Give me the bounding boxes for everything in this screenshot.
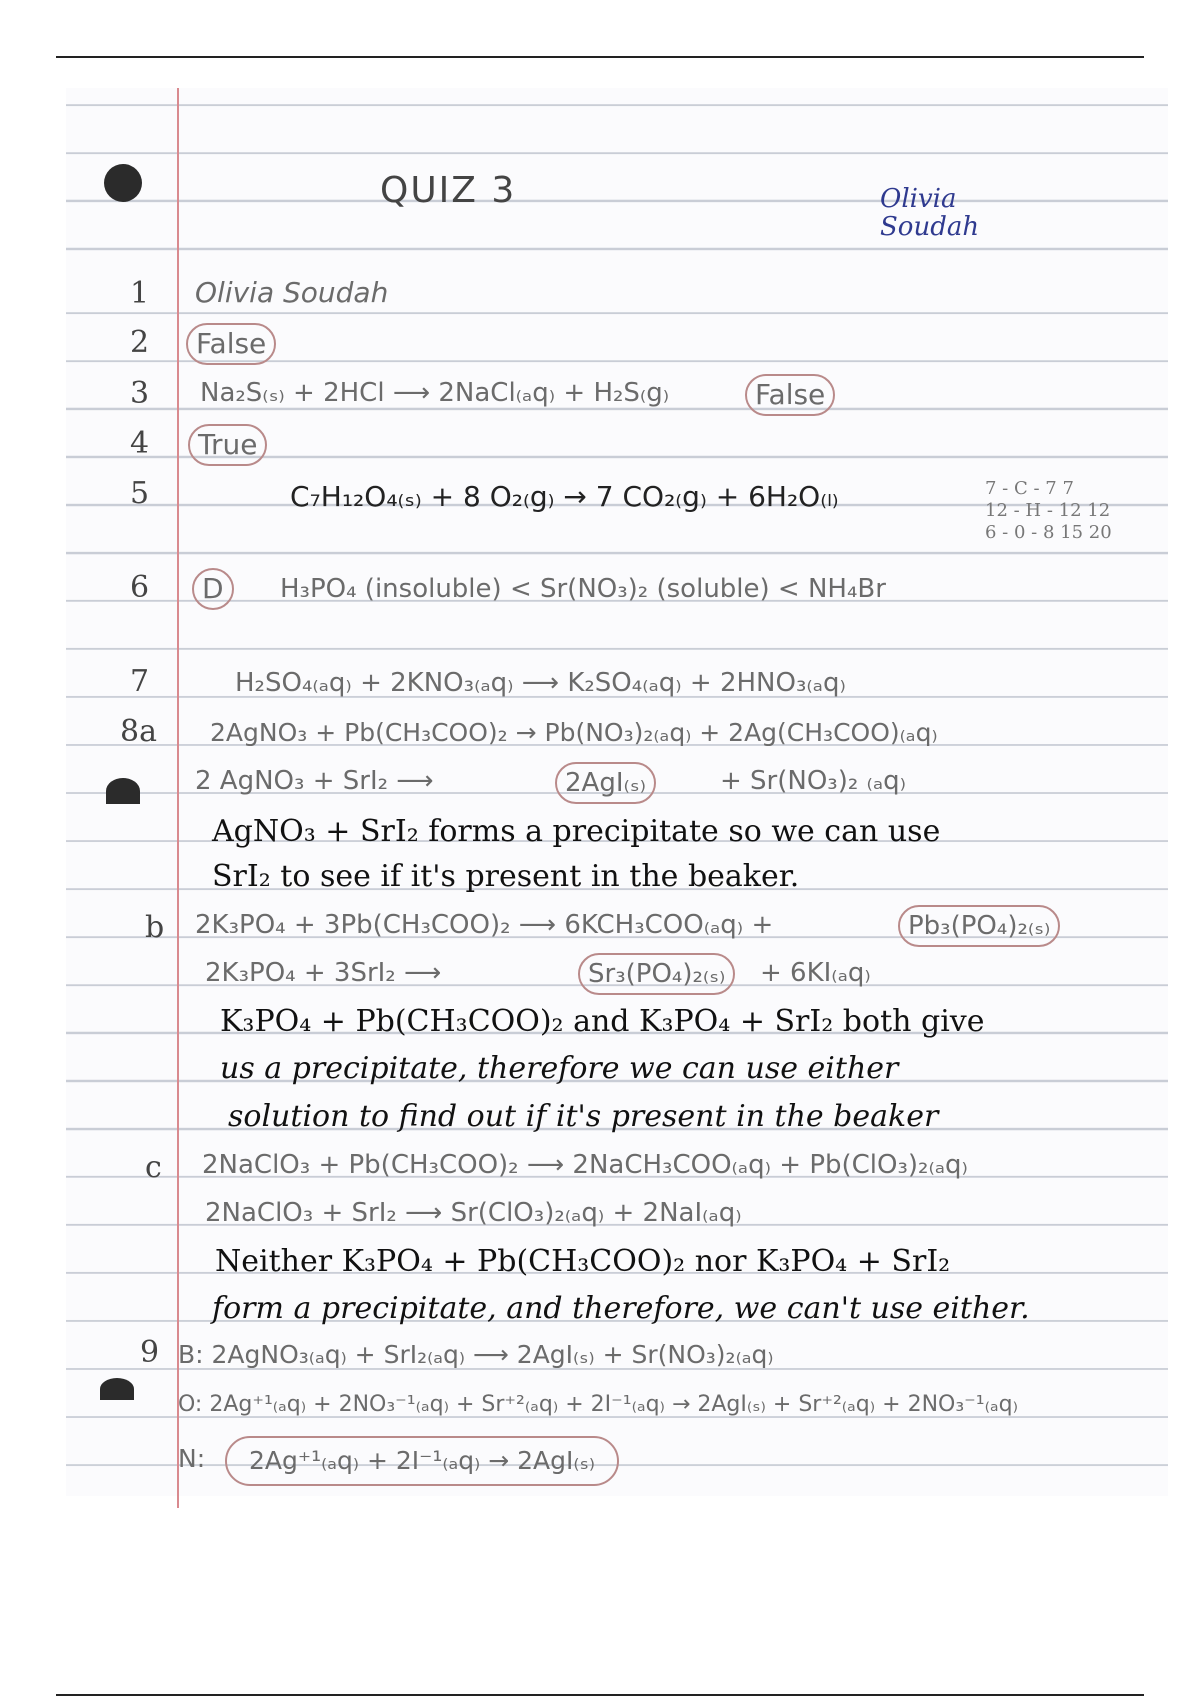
answer-8c-eq2: 2NaClO₃ + SrI₂ ⟶ Sr(ClO₃)₂₍ₐq₎ + 2NaI₍ₐq₎ — [205, 1198, 742, 1228]
q-number: 2 — [130, 325, 150, 360]
answer-8c-text: Neither K₃PO₄ + Pb(CH₃COO)₂ nor K₃PO₄ + SrI₂ — [215, 1244, 951, 1279]
answer-6: H₃PO₄ (insoluble) < Sr(NO₃)₂ (soluble) < NH₄Br — [280, 574, 886, 604]
punch-hole — [104, 164, 142, 202]
q-number: 5 — [130, 476, 150, 511]
q-number: 7 — [130, 664, 150, 699]
answer-8b-text: solution to find out if it's present in the beaker — [228, 1099, 939, 1134]
side-note-line: 12 - H - 12 12 — [985, 500, 1111, 521]
answer-8c-text: form a precipitate, and therefore, we can't use either. — [212, 1291, 1030, 1326]
signature-line1: Olivia — [880, 184, 957, 214]
answer-8b-eq2: 2K₃PO₄ + 3SrI₂ ⟶ — [205, 958, 442, 988]
q-number: 1 — [130, 276, 150, 311]
punch-hole — [100, 1378, 134, 1400]
side-note — [985, 478, 1112, 544]
answer-5: C₇H₁₂O₄₍ₛ₎ + 8 O₂₍g₎ → 7 CO₂₍g₎ + 6H₂O₍ₗ₎ — [290, 480, 839, 513]
q-number: 6 — [130, 570, 150, 605]
bottom-rule — [56, 1694, 1144, 1696]
punch-hole — [106, 778, 140, 804]
signature-line2: Soudah — [880, 212, 980, 242]
answer-8b-text: K₃PO₄ + Pb(CH₃COO)₂ and K₃PO₄ + SrI₂ both give — [220, 1004, 985, 1039]
answer-9-net-label: N: — [178, 1444, 206, 1473]
answer-9-overall: O: 2Ag⁺¹₍ₐq₎ + 2NO₃⁻¹₍ₐq₎ + Sr⁺²₍ₐq₎ + 2I⁻¹₍ₐq₎ → 2AgI₍ₛ₎ + Sr⁺²₍ₐq₎ + 2NO₃⁻¹₍ₐq₎ — [178, 1392, 1018, 1417]
margin-line — [177, 88, 179, 1508]
signature — [880, 185, 979, 241]
answer-8b-eq1: 2K₃PO₄ + 3Pb(CH₃COO)₂ ⟶ 6KCH₃COO₍ₐq₎ + — [195, 910, 774, 940]
answer-7: H₂SO₄₍ₐq₎ + 2KNO₃₍ₐq₎ ⟶ K₂SO₄₍ₐq₎ + 2HNO₃₍ₐq₎ — [235, 668, 846, 698]
precipitate-sr3po42: Sr₃(PO₄)₂₍ₛ₎ — [578, 953, 735, 995]
answer-6-letter: D — [192, 568, 234, 610]
precipitate-pb3po42: Pb₃(PO₄)₂₍ₛ₎ — [898, 905, 1060, 947]
top-rule — [56, 56, 1144, 58]
answer-8a-text: AgNO₃ + SrI₂ forms a precipitate so we can use — [212, 814, 941, 849]
page-title: QUIZ 3 — [380, 170, 517, 211]
q-number: c — [145, 1150, 162, 1185]
q-number: 9 — [140, 1335, 160, 1370]
answer-8b-text: us a precipitate, therefore we can use either — [220, 1051, 899, 1086]
answer-4: True — [188, 424, 267, 466]
answer-8a-text: SrI₂ to see if it's present in the beaker. — [212, 859, 800, 894]
answer-9-net: 2Ag⁺¹₍ₐq₎ + 2I⁻¹₍ₐq₎ → 2AgI₍ₛ₎ — [225, 1436, 619, 1486]
answer-3: False — [745, 374, 835, 416]
q-number: 3 — [130, 376, 150, 411]
answer-2: False — [186, 323, 276, 365]
q-number: b — [145, 910, 165, 945]
q-number: 8a — [120, 714, 157, 749]
answer-9-balanced: B: 2AgNO₃₍ₐq₎ + SrI₂₍ₐq₎ ⟶ 2AgI₍ₛ₎ + Sr(NO₃)₂₍ₐq₎ — [178, 1340, 774, 1369]
answer-8b-eq2-products: + 6KI₍ₐq₎ — [760, 958, 871, 988]
answer-8a-eq1: 2AgNO₃ + Pb(CH₃COO)₂ → Pb(NO₃)₂₍ₐq₎ + 2Ag(CH₃COO)₍ₐq₎ — [210, 718, 938, 747]
answer-8c-eq1: 2NaClO₃ + Pb(CH₃COO)₂ ⟶ 2NaCH₃COO₍ₐq₎ + Pb(ClO₃)₂₍ₐq₎ — [202, 1150, 968, 1180]
answer-8a-eq2: 2 AgNO₃ + SrI₂ ⟶ — [195, 766, 434, 796]
side-note-line: 7 - C - 7 7 — [985, 478, 1074, 499]
side-note-line: 6 - 0 - 8 15 20 — [985, 522, 1112, 543]
answer-3-equation: Na₂S₍ₛ₎ + 2HCl ⟶ 2NaCl₍ₐq₎ + H₂S₍g₎ — [200, 378, 670, 408]
precipitate-agi: 2AgI₍ₛ₎ — [555, 762, 656, 804]
answer-8a-eq2-products: + Sr(NO₃)₂ ₍ₐq₎ — [720, 766, 907, 796]
q-number: 4 — [130, 426, 150, 461]
answer-1: Olivia Soudah — [195, 276, 389, 309]
